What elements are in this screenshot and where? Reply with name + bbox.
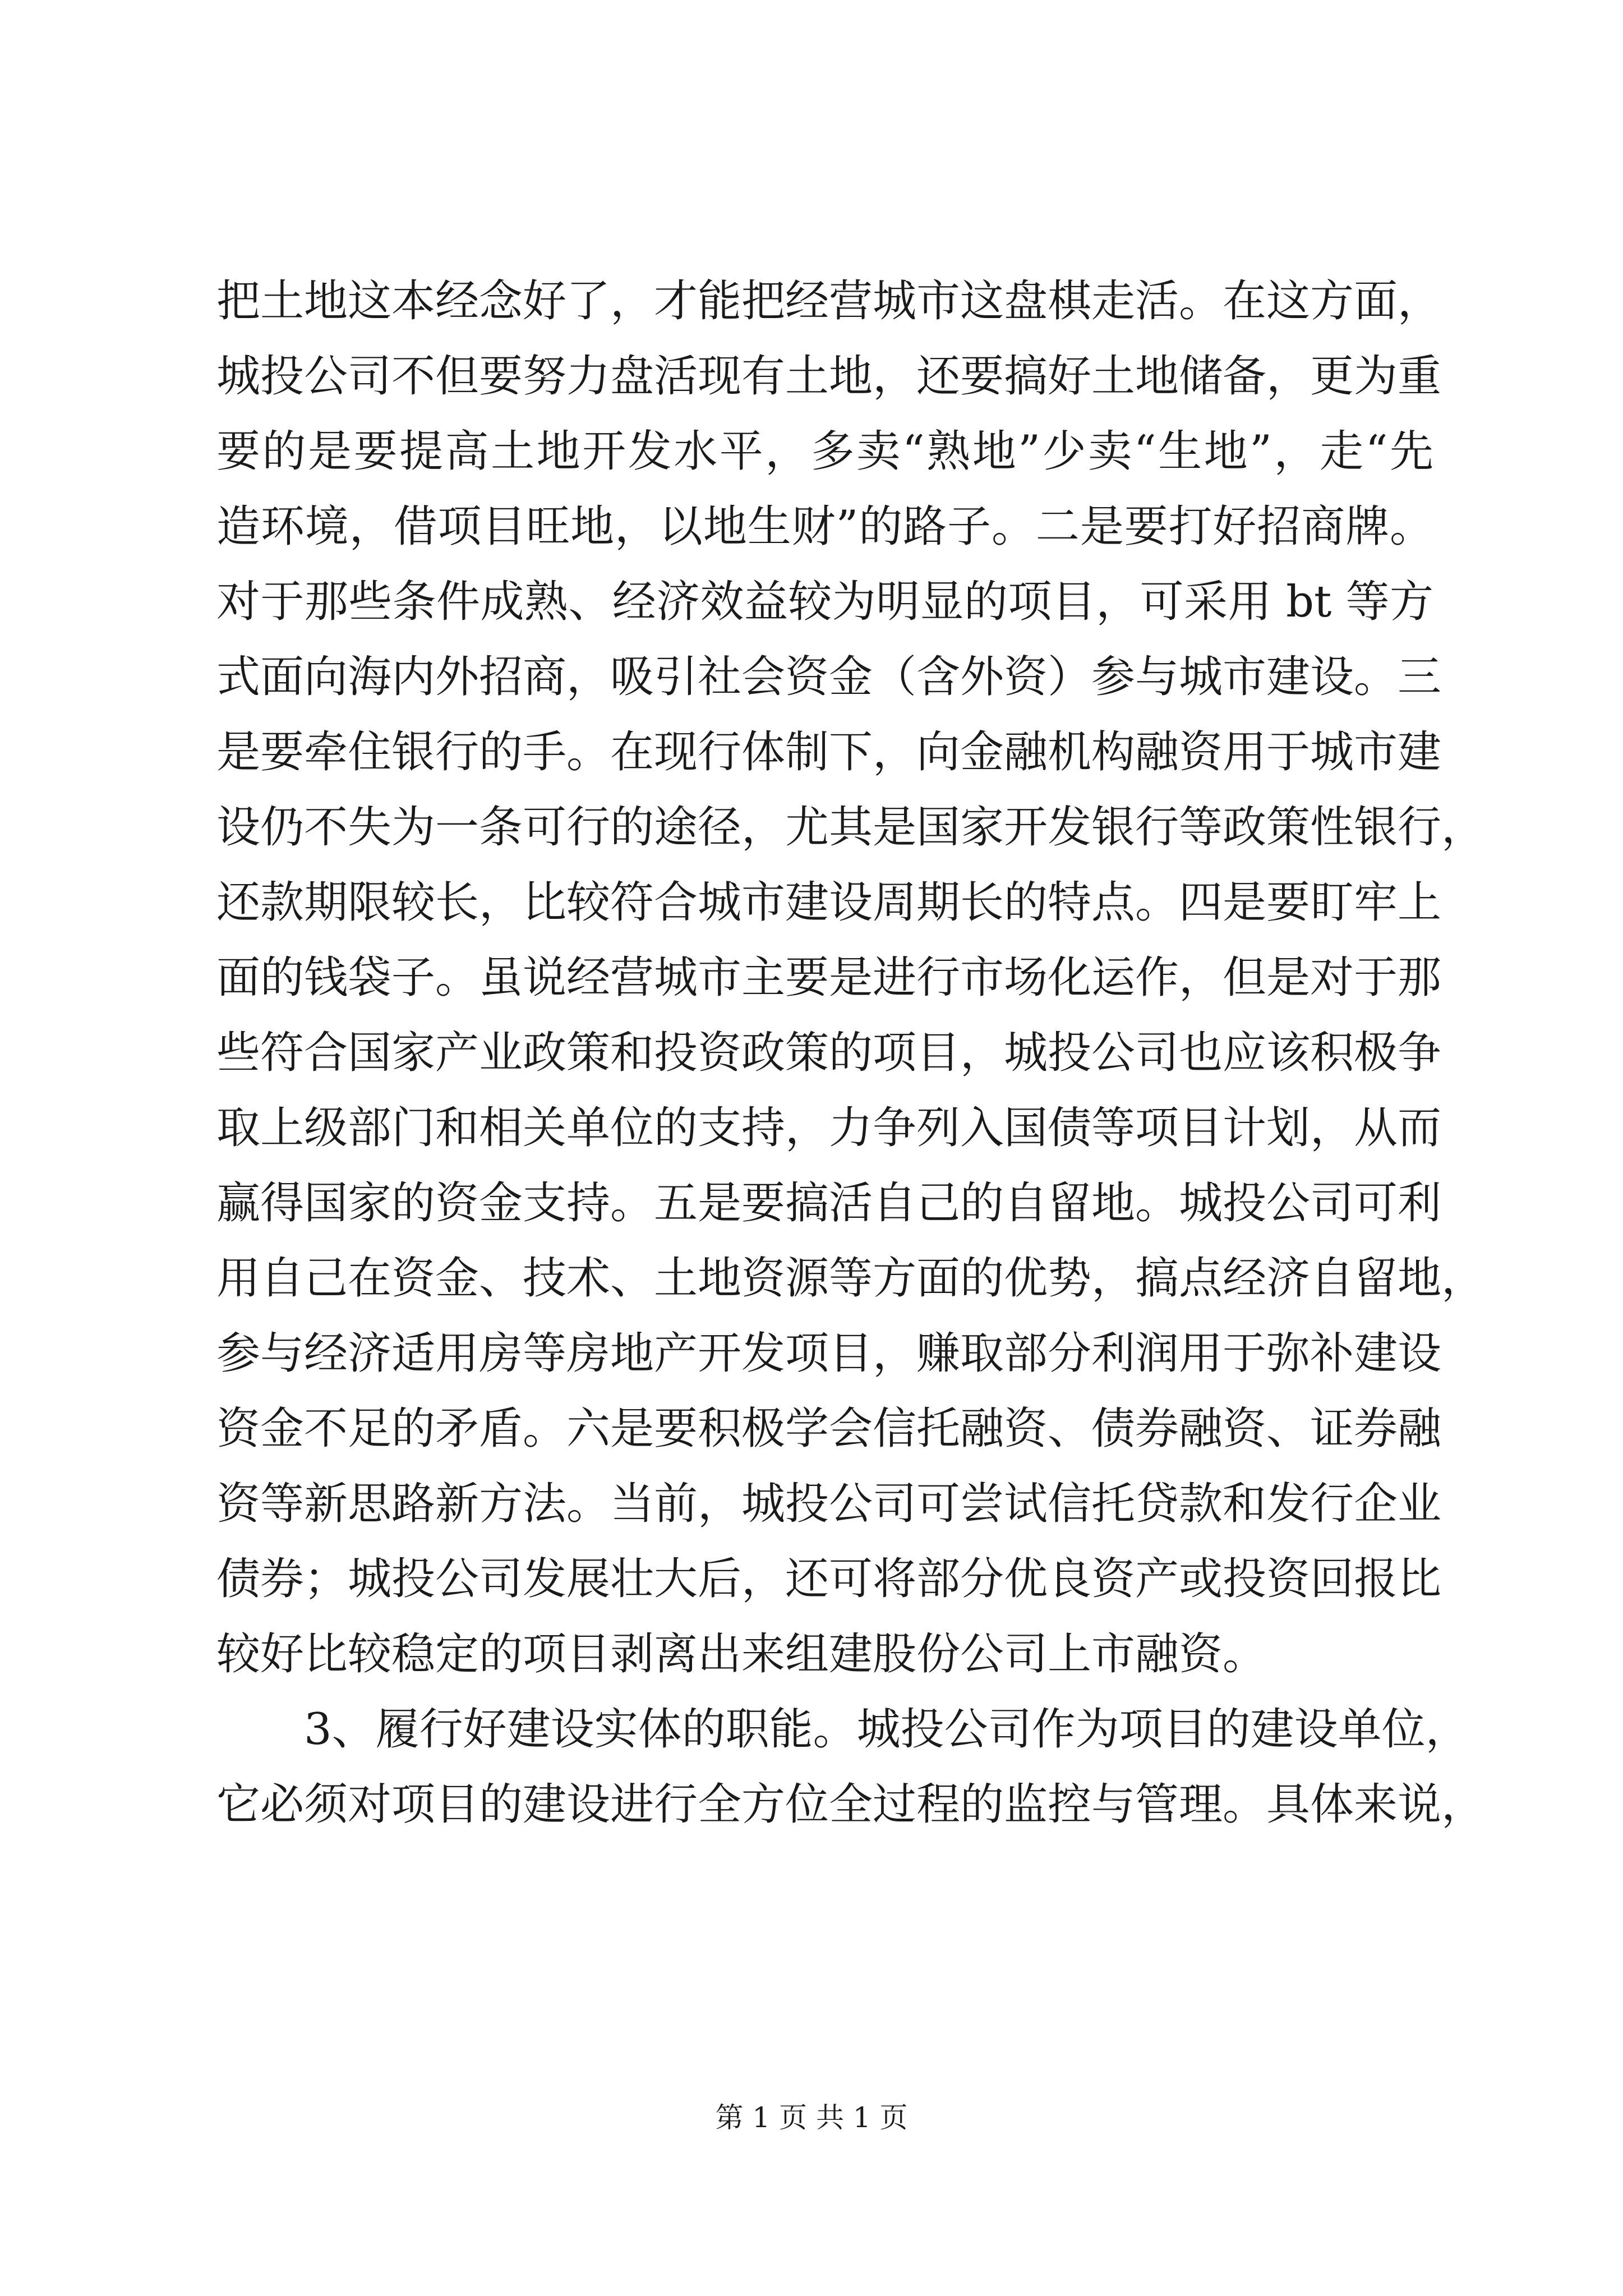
text-line: 较好比较稳定的项目剥离出来组建股份公司上市融资。: [216, 1629, 1267, 1680]
text-line: 把土地这本经念好了，才能把经营城市这盘棋走活。在这方面，: [216, 276, 1442, 326]
text-line: 赢得国家的资金支持。五是要搞活自己的自留地。城投公司可利: [216, 1178, 1442, 1228]
text-line: 造环境，借项目旺地，以地生财”的路子。二是要打好招商牌。: [216, 501, 1433, 552]
text-line: 参与经济适用房等房地产开发项目，赚取部分利润用于弥补建设: [216, 1328, 1442, 1379]
text-line: 资等新思路新方法。当前，城投公司可尝试信托贷款和发行企业: [216, 1479, 1442, 1529]
text-line: 3、履行好建设实体的职能。城投公司作为项目的建设单位，: [304, 1704, 1469, 1755]
text-line: 面的钱袋子。虽说经营城市主要是进行市场化运作，但是对于那: [216, 953, 1442, 1003]
text-line: 式面向海内外招商，吸引社会资金（含外资）参与城市建设。三: [216, 652, 1442, 702]
text-line: 取上级部门和相关单位的支持，力争列入国债等项目计划，从而: [216, 1103, 1442, 1153]
text-line: 要的是要提高土地开发水平，多卖“熟地”少卖“生地”，走“先: [216, 426, 1433, 477]
page-footer: [0, 2098, 1623, 2137]
body-text: [216, 264, 1486, 1842]
text-line: 对于那些条件成熟、经济效益较为明显的项目，可采用 bt 等方: [216, 577, 1433, 627]
text-line: 些符合国家产业政策和投资政策的项目，城投公司也应该积极争: [216, 1028, 1442, 1078]
text-line: 城投公司不但要努力盘活现有土地，还要搞好土地储备，更为重: [216, 351, 1442, 402]
text-line: 它必须对项目的建设进行全方位全过程的监控与管理。具体来说，: [216, 1779, 1486, 1830]
text-line: 债券；城投公司发展壮大后，还可将部分优良资产或投资回报比: [216, 1554, 1442, 1604]
text-line: 设仍不失为一条可行的途径，尤其是国家开发银行等政策性银行，: [216, 802, 1486, 853]
text-line: 资金不足的矛盾。六是要积极学会信托融资、债券融资、证券融: [216, 1404, 1442, 1454]
text-line: 用自己在资金、技术、土地资源等方面的优势，搞点经济自留地，: [216, 1253, 1486, 1304]
text-line: 还款期限较长，比较符合城市建设周期长的特点。四是要盯牢上: [216, 877, 1442, 928]
text-line: 是要牵住银行的手。在现行体制下，向金融机构融资用于城市建: [216, 727, 1442, 777]
page-number: 第 1 页 共 1 页: [715, 2101, 908, 2134]
